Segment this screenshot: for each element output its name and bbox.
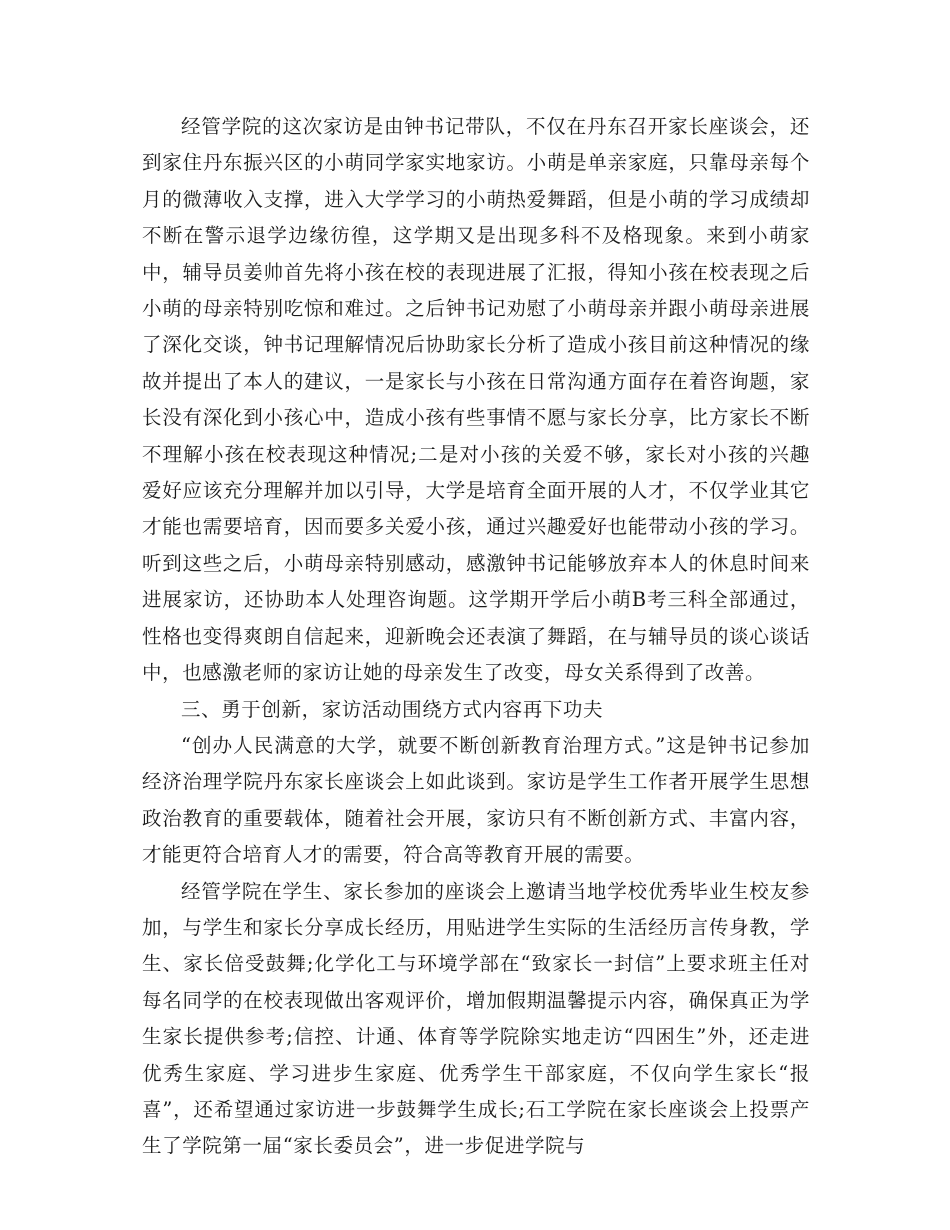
- paragraph-college-practices: 经管学院在学生、家长参加的座谈会上邀请当地学校优秀毕业生校友参加，与学生和家长分享成长经历，用贴进学生实际的生活经历言传身教，学生、家长倍受鼓舞;化学化工与环境学部在“致家长一封信”上要求班主任对每名同学的在校表现做出客观评价，增加假期温馨提示内容，确保真正为学生家长提供参考;信控、计通、体育等学院除实地走访“四困生”外，还走进优秀生家庭、学习进步生家庭、优秀学生干部家庭，不仅向学生家长“报喜”，还希望通过家访进一步鼓舞学生成长;石工学院在家长座谈会上投票产生了学院第一届“家长委员会”，进一步促进学院与: [142, 879, 810, 1158]
- paragraph-home-visit-story: 经管学院的这次家访是由钟书记带队，不仅在丹东召开家长座谈会，还到家住丹东振兴区的小萌同学家实地家访。小萌是单亲家庭，只靠母亲每个月的微薄收入支撑，进入大学学习的小萌热爱舞蹈，但是小萌的学习成绩却不断在警示退学边缘彷徨，这学期又是出现多科不及格现象。来到小萌家中，辅导员姜帅首先将小孩在校的表现进展了汇报，得知小孩在校表现之后小萌的母亲特别吃惊和难过。之后钟书记劝慰了小萌母亲并跟小萌母亲进展了深化交谈，钟书记理解情况后协助家长分析了造成小孩目前这种情况的缘故并提出了本人的建议，一是家长与小孩在日常沟通方面存在着咨询题，家长没有深化到小孩心中，造成小孩有些事情不愿与家长分享，比方家长不断不理解小孩在校表现这种情况;二是对小孩的关爱不够，家长对小孩的兴趣爱好应该充分理解并加以引导，大学是培育全面开展的人才，不仅学业其它才能也需要培育，因而要多关爱小孩，通过兴趣爱好也能带动小孩的学习。听到这些之后，小萌母亲特别感动，感激钟书记能够放弃本人的休息时间来进展家访，还协助本人处理咨询题。这学期开学后小萌B考三科全部通过，性格也变得爽朗自信起来，迎新晚会还表演了舞蹈，在与辅导员的谈心谈话中，也感激老师的家访让她的母亲发生了改变，母女关系得到了改善。: [142, 115, 810, 685]
- paragraph-innovation-quote: “创办人民满意的大学，就要不断创新教育治理方式。”这是钟书记参加经济治理学院丹东家长座谈会上如此谈到。家访是学生工作者开展学生思想政治教育的重要载体，随着社会开展，家访只有不断创新方式、丰富内容，才能更符合培育人才的需要，符合高等教育开展的需要。: [142, 733, 810, 867]
- section-heading-innovation: 三、勇于创新，家访活动围绕方式内容再下功夫: [181, 697, 604, 721]
- document-body: [142, 109, 810, 1165]
